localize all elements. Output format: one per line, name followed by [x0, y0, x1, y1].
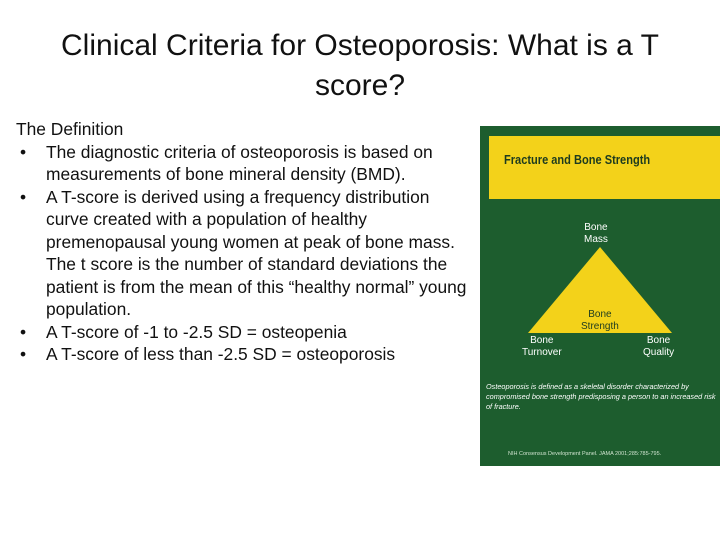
bullet-item: • A T-score of -1 to -2.5 SD = osteopenia — [16, 321, 476, 344]
bullet-item: • The diagnostic criteria of osteoporosis is based on measurements of bone mineral density (BMD). — [16, 141, 476, 186]
label-bone-quality-line2: Quality — [643, 347, 675, 358]
label-bone-strength — [581, 309, 619, 333]
label-bone-quality-line1: Bone — [646, 335, 671, 346]
label-bone-turnover-line2: Turnover — [522, 347, 562, 358]
label-bone-turnover-line1: Bone — [530, 335, 554, 346]
label-bone-strength-line1: Bone — [588, 309, 612, 320]
bullet-list — [16, 141, 476, 366]
definition-heading: The Definition — [16, 119, 124, 139]
bullet-item: • A T-score is derived using a frequency distribution curve created with a population of healthy premenopausal young women at peak of bone mass. The t score is the number of standard deviations the patient is from the mean of this “healthy normal” young population. — [16, 186, 476, 321]
bone-strength-triangle — [480, 126, 720, 466]
figure-caption: Osteoporosis is defined as a skeletal disorder characterized by compromised bone strength predisposing a person to an increased risk of fracture. — [486, 382, 716, 411]
figure-source: NIH Consensus Development Panel. JAMA 2001;285:785-795. — [508, 451, 662, 457]
label-bone-mass — [584, 222, 608, 246]
bullet-item: • A T-score of less than -2.5 SD = osteoporosis — [16, 343, 476, 366]
label-bone-mass-line2: Mass — [584, 234, 608, 245]
slide-title: Clinical Criteria for Osteoporosis: What is a T score? — [61, 29, 659, 102]
label-bone-turnover — [522, 335, 562, 359]
label-bone-mass-line1: Bone — [584, 222, 608, 233]
label-bone-quality — [643, 335, 674, 359]
label-bone-strength-line2: Strength — [581, 321, 619, 332]
figure-title: Fracture and Bone Strength — [504, 152, 651, 167]
bone-strength-figure — [480, 126, 720, 466]
body-text — [16, 118, 476, 366]
